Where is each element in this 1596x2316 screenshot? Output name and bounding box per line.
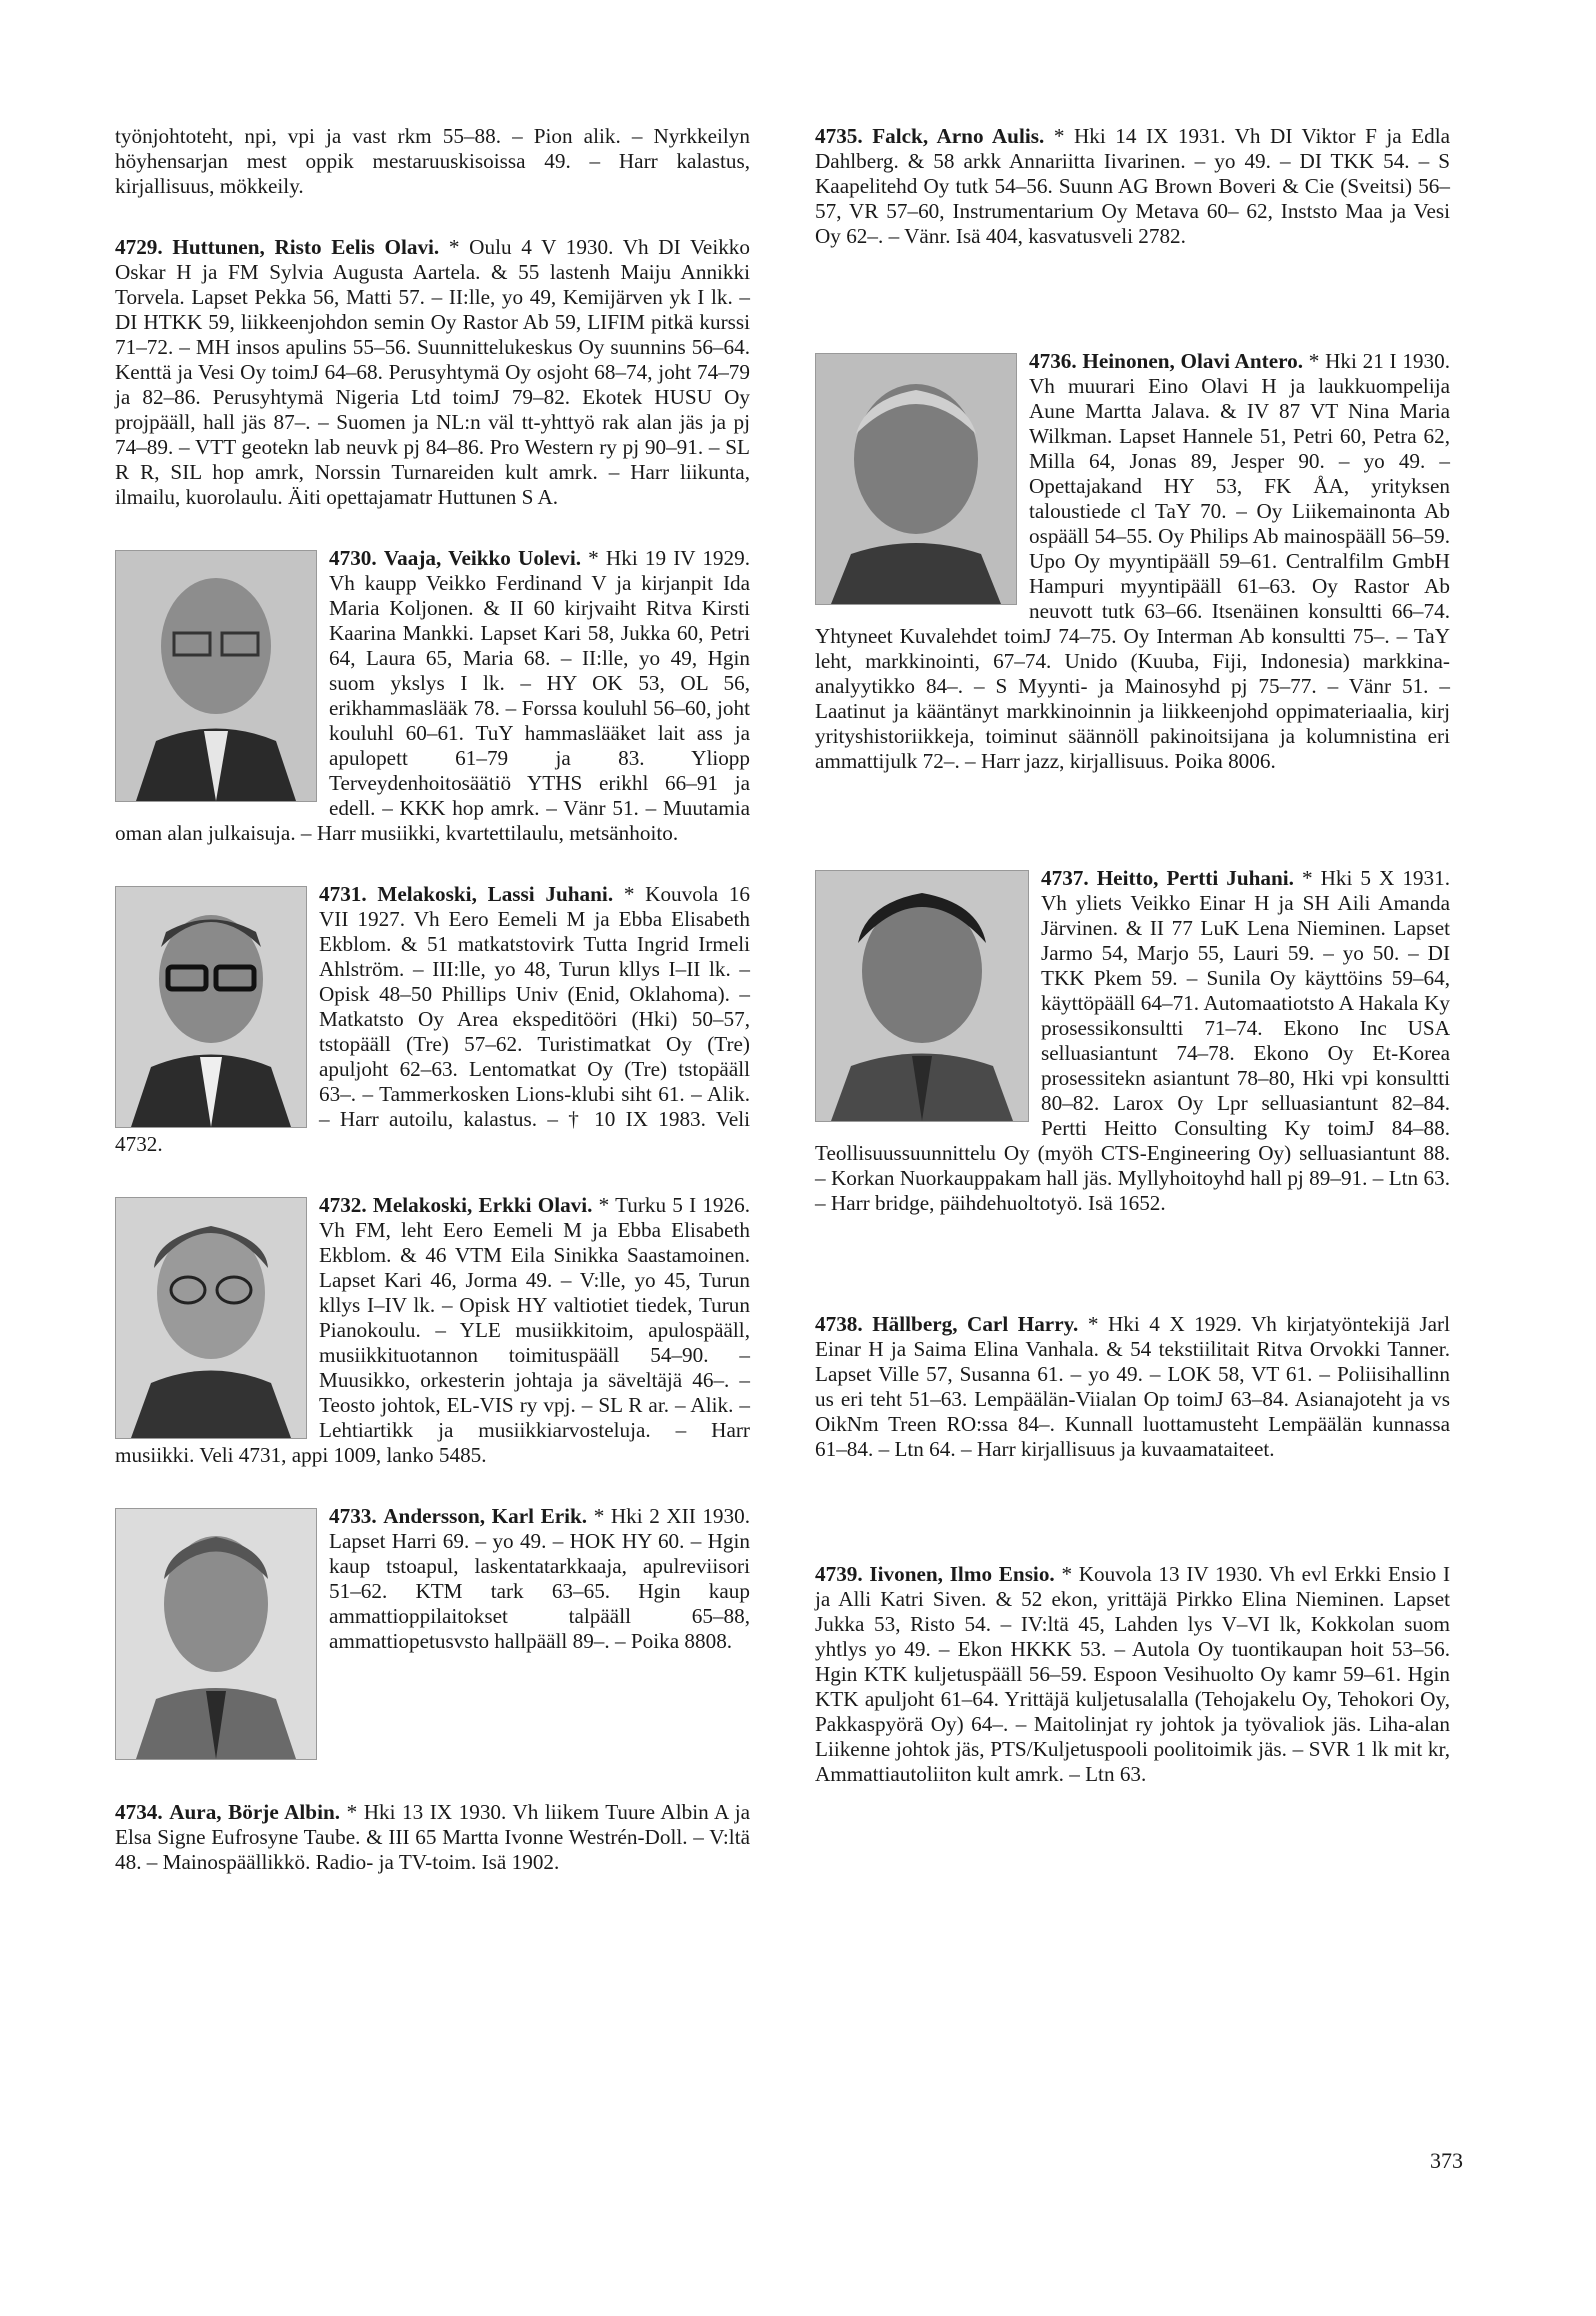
entry-text: * Hki 14 IX 1931. Vh DI Viktor F ja Edla Dahlberg. & 58 arkk Annariitta Iivarinen. – yo 49. – DI TKK 54. – S Kaapelitehd Oy tutk 54–56. Suunn AG Brown Boveri & Cie (Sveitsi) 56–57, VR 57–60, Instrumentarium Oy Metava 60– 62, Inststo Maa ja Vesi Oy 62–. – Vänr. Isä 404, kasvatusveli 2782. — [815, 124, 1451, 248]
entry-number: 4739. — [815, 1562, 863, 1586]
entry-name: Andersson, Karl Erik. — [383, 1504, 588, 1528]
entry-name: Melakoski, Erkki Olavi. — [372, 1193, 593, 1217]
entry-number: 4733. — [329, 1504, 377, 1528]
left-column — [115, 124, 750, 1875]
entry-text: * Hki 4 X 1929. Vh kirjatyöntekijä Jarl Einar H ja Saima Elina Vanhala. & 54 tekstiilitait Ritva Orvokki Tanner. Lapset Ville 57, Susanna 61. – yo 49. – LOK 58, VT 61. – Poliisihallinn us eri teht 51–63. Lempäälän-Viialan Op toimJ 63–84. Asianajoteht ja vs OikNm Treen RO:ssa 84–. Kunnall luottamusteht Lempäälän kunnassa 61–84. – Ltn 64. – Harr kirjallisuus ja kuvaamataiteet. — [815, 1312, 1451, 1461]
entry-name: Heinonen, Olavi Antero. — [1082, 349, 1304, 373]
entry-4732 — [115, 1193, 750, 1468]
entry-4735 — [815, 124, 1450, 249]
entry-text: * Hki 2 XII 1930. Lapset Harri 69. – yo 49. – HOK HY 60. – Hgin kaup tstoapul, laskentatarkkaaja, apulreviisori 51–62. KTM tark 63–65. Hgin kaup ammattioppilaitokset talpääll 65–88, ammattiopetusvsto hallpääll 89–. – Poika 8808. — [329, 1504, 751, 1653]
entry-text: * Oulu 4 V 1930. Vh DI Veikko Oskar H ja FM Sylvia Augusta Aartela. & 55 lastenh Maiju Annikki Torvela. Lapset Pekka 56, Matti 57. – II:lle, yo 49, Kemijärven yk I lk. – DI HTKK 59, liikkeenjohdon semin Oy Rastor Ab 59, LIFIM pitkä kurssi 71–72. – MH insos apulins 55–56. Suunnittelukeskus Oy suunnins 56–64. Kenttä ja Vesi Oy toimJ 64–68. Perusyhtymä Oy osjoht 68–74, joht 74–79 ja 82–86. Perusyhtymä Nigeria Ltd toimJ 79–82. Ekotek HUSU Oy projpääll, hall jäs 87–. – Suomen ja NL:n väl tt-yhttyö rak alan jäs ja pj 74–89. – VTT geotekn lab neuvk pj 84–86. Pro Western ry pj 90–91. – SL R R, SIL hop amrk, Norssin Turnareiden kult amrk. – Harr liikunta, ilmailu, kuorolaulu. Äiti opettajamatr Huttunen S A. — [115, 235, 750, 509]
entry-text: * Kouvola 13 IV 1930. Vh evl Erkki Ensio I ja Alli Katri Siven. & 52 ekon, yrittäjä Pirkko Elina Nieminen. Lapset Jukka 53, Risto 54. – IV:ltä 45, Lahden lys V–VI lk, Kokkolan suom yhtlys yo 49. – Ekon HKKK 53. – Autola Oy tuontikaupan hoit 53–56. Hgin KTK kuljetuspääll 56–59. Espoon Vesihuolto Oy kamr 59–61. Hgin KTK apuljoht 61–64. Yrittäjä kuljetusalalla (Tehojakelu Oy, Tehokori Oy, Pakkaspyörä Oy) 64–. – Maitolinjat ry johtok ja työvaliok jäs. Liha-alan Liikenne johtok jäs, PTS/Kuljetuspooli poolitoimik jäs. – SVR 1 lk mit kr, Ammattiautoliiton kult amrk. – Ltn 63. — [815, 1562, 1451, 1786]
entry-4738 — [815, 1312, 1450, 1462]
entry-name: Aura, Börje Albin. — [169, 1800, 341, 1824]
portrait-photo — [115, 886, 307, 1128]
entry-number: 4731. — [319, 882, 367, 906]
entry-4739 — [815, 1562, 1450, 1787]
entry-4734 — [115, 1800, 750, 1875]
entry-text: * Hki 5 X 1931. Vh yliets Veikko Einar H ja SH Aili Amanda Järvinen. & II 77 LuK Lena Nieminen. Lapset Jarmo 54, Marjo 55, Lauri 59. – yo 50. – DI TKK Pkem 59. – Sunila Oy käyttöins 59–64, käyttöpääll 64–71. Automaatiotsto A Hakala Ky prosessikonsultti 71–74. Ekono Inc USA selluasiantunt 74–78. Ekono Oy Et-Korea prosessitekn asiantunt 78–80, Hki vpi konsultti 80–82. Larox Oy Lpr selluasiantunt 82–84. Pertti Heitto Consulting Ky toimJ 84–88. Teollisuussuunnittelu Oy (myöh CTS-Engineering Oy) selluasiantunt 88. – Korkan Nuorkauppakam hall jäs. Myllyhoitoyhd hall pj 89–91. – Ltn 63. – Harr bridge, päihdehuoltotyö. Isä 1652. — [815, 866, 1450, 1215]
portrait-photo — [815, 870, 1029, 1122]
entry-name: Iivonen, Ilmo Ensio. — [869, 1562, 1055, 1586]
entry-number: 4730. — [329, 546, 377, 570]
entry-number: 4737. — [1041, 866, 1089, 890]
entry-number: 4736. — [1029, 349, 1077, 373]
entry-number: 4729. — [115, 235, 163, 259]
right-column — [815, 124, 1450, 1787]
entry-number: 4735. — [815, 124, 863, 148]
portrait-photo — [115, 1508, 317, 1760]
entry-4736 — [815, 349, 1450, 774]
entry-text: * Hki 21 I 1930. Vh muurari Eino Olavi H ja laukkuompelija Aune Martta Jalava. & IV 87 VT Nina Maria Wilkman. Lapset Hannele 51, Petri 60, Petra 62, Milla 64, Jonas 89, Jesper 90. – yo 49. – Opettajakand HY 53, FK ÅA, yrityksen taloustiede cl TaY 70. – Oy Liikemainonta Ab ospääll 54–55. Oy Philips Ab mainospääll 56–59. Upo Oy myyntipääll 59–61. Centralfilm GmbH Hampuri myyntipääll 61–63. Oy Rastor Ab neuvott tutk 63–66. Itsenäinen konsultti 66–74. Yhtyneet Kuvalehdet toimJ 74–75. Oy Interman Ab konsultti 75–. – TaY leht, markkinointi, 67–74. Unido (Kuuba, Fiji, Indonesia) markkina-analyytikko 84–. – S Myynti- ja Mainosyhd pj 75–77. – Vänr 51. – Laatinut ja kääntänyt markkinoinnin ja liikkeenjohd oppimateriaalia, kirj yrityshistoriikkeja, toiminut säännöll pakinoitsijana ja kolumnistina eri ammattijulk 72–. – Harr jazz, kirjallisuus. Poika 8006. — [815, 349, 1450, 773]
portrait-photo — [815, 353, 1017, 605]
entry-text: * Hki 13 IX 1930. Vh liikem Tuure Albin A ja Elsa Signe Eufrosyne Taube. & III 65 Martta Ivonne Westrén-Doll. – V:ltä 48. – Mainospäällikkö. Radio- ja TV-toim. Isä 1902. — [115, 1800, 751, 1874]
entry-4733 — [115, 1504, 750, 1654]
entry-number: 4734. — [115, 1800, 163, 1824]
entry-name: Melakoski, Lassi Juhani. — [377, 882, 614, 906]
entry-name: Vaaja, Veikko Uolevi. — [383, 546, 582, 570]
entry-text: * Hki 19 IV 1929. Vh kaupp Veikko Ferdinand V ja kirjanpit Ida Maria Koljonen. & II 60 kirjvaiht Ritva Kirsti Kaarina Mankki. Lapset Kari 58, Jukka 60, Petri 64, Laura 65, Maria 68. – II:lle, yo 49, Hgin suom ykslys I lk. – HY OK 53, OL 56, erikhammaslääk 78. – Forssa kouluhl 56–60, joht kouluhl 60–61. TuY hammaslääket lait ass ja apulopett 61–79 ja 83. Yliopp Terveydenhoitosäätiö YTHS erikhl 66–91 ja edell. – KKK hop amrk. – Vänr 51. – Muutamia oman alan julkaisuja. – Harr musiikki, kvartettilaulu, metsänhoito. — [115, 546, 750, 845]
entry-name: Hällberg, Carl Harry. — [872, 1312, 1079, 1336]
entry-name: Falck, Arno Aulis. — [872, 124, 1045, 148]
entry-name: Heitto, Pertti Juhani. — [1096, 866, 1294, 890]
portrait-photo — [115, 550, 317, 802]
entry-text: * Turku 5 I 1926. Vh FM, leht Eero Eemeli M ja Ebba Elisabeth Ekblom. & 46 VTM Eila Sinikka Saastamoinen. Lapset Kari 46, Jorma 49. – V:lle, yo 45, Turun kllys I–IV lk. – Opisk HY valtiotiet tiedek, Turun Pianokoulu. – YLE musiikkitoim, apulospääll, musiikkituotannon toimituspääll 54–90. – Muusikko, orkesterin johtaja ja säveltäjä 46–. – Teosto johtok, EL-VIS ry vpj. – SL R ar. – Alik. – Lehtiartikk ja musiikkiarvosteluja. – Harr musiikki. Veli 4731, appi 1009, lanko 5485. — [115, 1193, 751, 1467]
entry-4731 — [115, 882, 750, 1157]
entry-4729 — [115, 235, 750, 510]
entry-4737 — [815, 866, 1450, 1216]
page-number: 373 — [1430, 2148, 1463, 2173]
entry-text: * Kouvola 16 VII 1927. Vh Eero Eemeli M ja Ebba Elisabeth Ekblom. & 51 matkatstovirk Tutta Ingrid Irmeli Ahlström. – III:lle, yo 48, Turun kllys I–II lk. – Opisk 48–50 Phillips Univ (Enid, Oklahoma). – Matkatsto Oy Area ekspeditööri (Hki) 50–57, tstopääll (Tre) 57–62. Turistimatkat Oy (Tre) apuljoht 62–63. Lentomatkat Oy (Tre) tstopääll 63–. – Tammerkosken Lions-klubi siht 61. – Alik. – Harr autoilu, kalastus. – † 10 IX 1983. Veli 4732. — [115, 882, 751, 1156]
entry-name: Huttunen, Risto Eelis Olavi. — [172, 235, 440, 259]
portrait-photo — [115, 1197, 307, 1439]
entry-number: 4738. — [815, 1312, 863, 1336]
entry-4730 — [115, 546, 750, 846]
entry-continued — [115, 124, 750, 199]
entry-number: 4732. — [319, 1193, 367, 1217]
entry-text: työnjohtoteht, npi, vpi ja vast rkm 55–88. – Pion alik. – Nyrkkeilyn höyhensarjan mest oppik mestaruuskisoissa 49. – Harr kalastus, kirjallisuus, mökkeily. — [115, 124, 750, 198]
